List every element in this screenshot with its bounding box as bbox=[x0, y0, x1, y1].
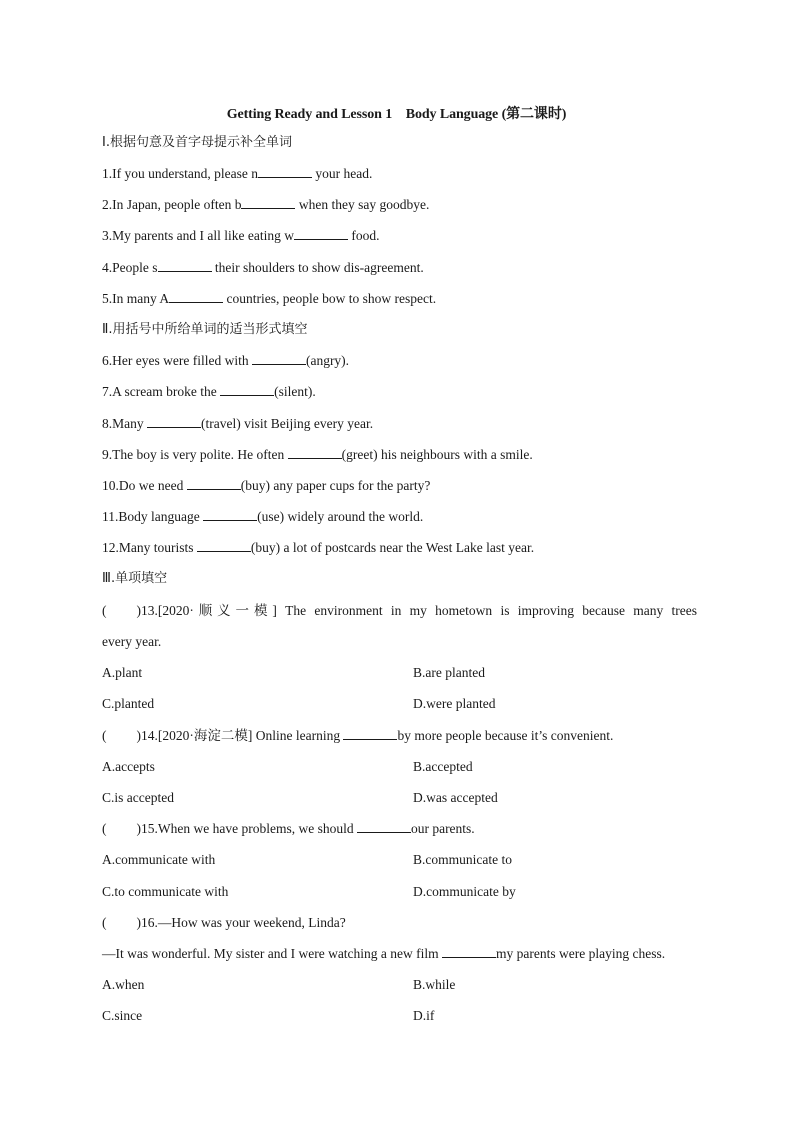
answer-blank[interactable] bbox=[197, 539, 251, 552]
question-16-cont: —It was wonderful. My sister and I were watching a new film my parents were playing chess. bbox=[102, 946, 666, 961]
option-16-a[interactable]: A.when bbox=[102, 977, 145, 992]
question-11: 11.Body language (use) widely around the world. bbox=[102, 509, 424, 524]
question-3: 3.My parents and I all like eating w food. bbox=[102, 228, 380, 243]
option-13-c[interactable]: C.planted bbox=[102, 696, 155, 711]
answer-blank[interactable] bbox=[241, 196, 295, 209]
option-16-c[interactable]: C.since bbox=[102, 1008, 143, 1023]
answer-blank[interactable] bbox=[187, 477, 241, 490]
answer-blank[interactable] bbox=[252, 352, 306, 365]
option-15-c[interactable]: C.to communicate with bbox=[102, 884, 229, 899]
option-15-a[interactable]: A.communicate with bbox=[102, 852, 216, 867]
question-16: ( )16.—How was your weekend, Linda? bbox=[102, 915, 346, 930]
question-14: ( )14.[2020·海淀二模] Online learning by more people because it’s convenient. bbox=[102, 728, 614, 743]
question-9: 9.The boy is very polite. He often (greet) his neighbours with a smile. bbox=[102, 447, 533, 462]
question-12: 12.Many tourists (buy) a lot of postcards near the West Lake last year. bbox=[102, 540, 535, 555]
option-16-b[interactable]: B.while bbox=[413, 977, 456, 992]
section-heading-1: Ⅰ.根据句意及首字母提示补全单词 bbox=[102, 135, 292, 150]
question-15: ( )15.When we have problems, we should our parents. bbox=[102, 821, 475, 836]
question-5: 5.In many A countries, people bow to show respect. bbox=[102, 291, 437, 306]
answer-blank[interactable] bbox=[158, 259, 212, 272]
answer-blank[interactable] bbox=[357, 820, 411, 833]
option-14-d[interactable]: D.was accepted bbox=[413, 790, 498, 805]
question-6: 6.Her eyes were filled with (angry). bbox=[102, 353, 350, 368]
option-15-b[interactable]: B.communicate to bbox=[413, 852, 512, 867]
page-title: Getting Ready and Lesson 1 Body Language (第二课时) bbox=[226, 107, 567, 122]
option-13-b[interactable]: B.are planted bbox=[413, 665, 485, 680]
answer-blank[interactable] bbox=[169, 290, 223, 303]
option-14-c[interactable]: C.is accepted bbox=[102, 790, 174, 805]
question-10: 10.Do we need (buy) any paper cups for the party? bbox=[102, 478, 431, 493]
answer-blank[interactable] bbox=[442, 945, 496, 958]
answer-blank[interactable] bbox=[220, 383, 274, 396]
option-14-b[interactable]: B.accepted bbox=[413, 759, 473, 774]
section-heading-3: Ⅲ.单项填空 bbox=[102, 571, 168, 586]
answer-blank[interactable] bbox=[294, 227, 348, 240]
answer-blank[interactable] bbox=[203, 508, 257, 521]
option-16-d[interactable]: D.if bbox=[413, 1008, 435, 1023]
option-13-a[interactable]: A.plant bbox=[102, 665, 143, 680]
option-13-d[interactable]: D.were planted bbox=[413, 696, 496, 711]
question-13-cont: every year. bbox=[102, 634, 162, 649]
answer-blank[interactable] bbox=[343, 727, 397, 740]
section-heading-2: Ⅱ.用括号中所给单词的适当形式填空 bbox=[102, 322, 308, 337]
question-7: 7.A scream broke the (silent). bbox=[102, 384, 316, 399]
option-15-d[interactable]: D.communicate by bbox=[413, 884, 516, 899]
question-4: 4.People s their shoulders to show dis-agreement. bbox=[102, 260, 424, 275]
option-14-a[interactable]: A.accepts bbox=[102, 759, 155, 774]
answer-blank[interactable] bbox=[147, 415, 201, 428]
question-1: 1.If you understand, please n your head. bbox=[102, 166, 373, 181]
question-13: ( )13.[2020·顺义一模] The environment in my hometown is improving because many trees bbox=[102, 603, 697, 618]
answer-blank[interactable] bbox=[258, 165, 312, 178]
question-8: 8.Many (travel) visit Beijing every year. bbox=[102, 416, 374, 431]
answer-blank[interactable] bbox=[288, 446, 342, 459]
question-2: 2.In Japan, people often b when they say goodbye. bbox=[102, 197, 430, 212]
